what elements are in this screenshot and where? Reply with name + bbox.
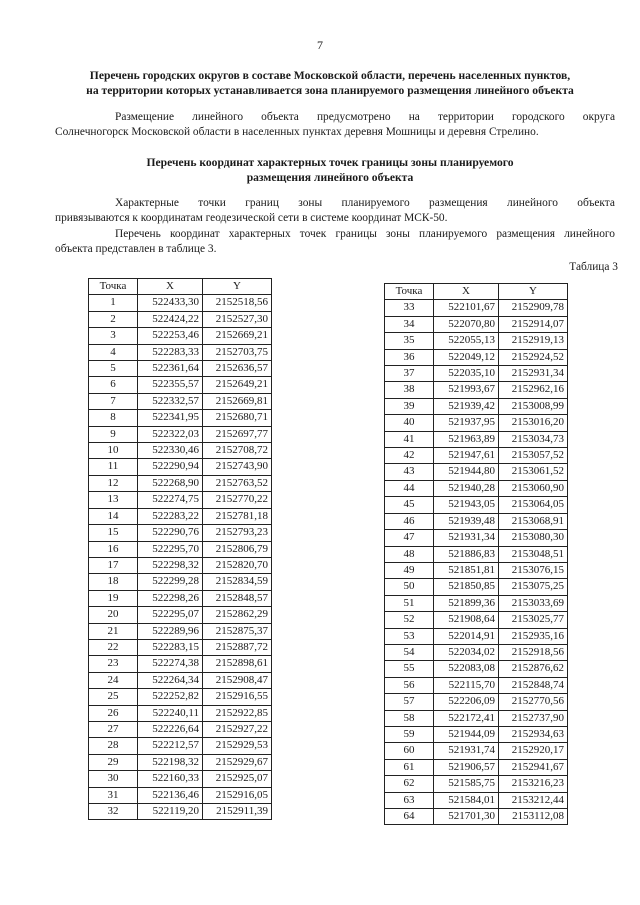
cell-x: 522433,30	[138, 295, 203, 311]
table-row	[89, 525, 272, 541]
cell-x: 522322,03	[138, 426, 203, 442]
table-row	[385, 349, 568, 365]
cell-point: 5	[89, 361, 138, 377]
table-row	[89, 689, 272, 705]
cell-y: 2152887,72	[203, 639, 272, 655]
cell-point: 18	[89, 574, 138, 590]
cell-y: 2153025,77	[499, 612, 568, 628]
cell-y: 2152708,72	[203, 443, 272, 459]
table-row	[385, 513, 568, 529]
cell-point: 36	[385, 349, 434, 365]
cell-x: 521963,89	[434, 431, 499, 447]
cell-y: 2152697,77	[203, 426, 272, 442]
table-row	[89, 705, 272, 721]
paragraph-table-ref	[55, 227, 615, 257]
cell-y: 2152927,22	[203, 721, 272, 737]
cell-point: 19	[89, 590, 138, 606]
coordinates-table-left	[88, 278, 272, 820]
cell-point: 30	[89, 771, 138, 787]
table-row	[385, 776, 568, 792]
cell-x: 522070,80	[434, 316, 499, 332]
cell-y: 2152649,21	[203, 377, 272, 393]
cell-y: 2152918,56	[499, 644, 568, 660]
cell-y: 2153033,69	[499, 595, 568, 611]
cell-y: 2153076,15	[499, 562, 568, 578]
cell-point: 16	[89, 541, 138, 557]
cell-x: 522034,02	[434, 644, 499, 660]
cell-point: 39	[385, 398, 434, 414]
cell-y: 2152793,23	[203, 525, 272, 541]
cell-point: 53	[385, 628, 434, 644]
table-row	[385, 300, 568, 316]
table-row	[385, 415, 568, 431]
cell-x: 521947,61	[434, 448, 499, 464]
cell-y: 2152848,57	[203, 590, 272, 606]
cell-point: 37	[385, 366, 434, 382]
cell-point: 46	[385, 513, 434, 529]
cell-y: 2152834,59	[203, 574, 272, 590]
cell-y: 2152935,16	[499, 628, 568, 644]
cell-point: 56	[385, 677, 434, 693]
table-row	[385, 612, 568, 628]
cell-y: 2152916,05	[203, 787, 272, 803]
cell-y: 2152919,13	[499, 333, 568, 349]
table-row	[385, 382, 568, 398]
table-caption: Таблица 3	[569, 261, 618, 273]
table-row	[89, 475, 272, 491]
cell-y: 2152929,53	[203, 738, 272, 754]
cell-x: 521937,95	[434, 415, 499, 431]
cell-point: 33	[385, 300, 434, 316]
table-row	[385, 333, 568, 349]
table-row	[89, 459, 272, 475]
cell-x: 522298,26	[138, 590, 203, 606]
paragraph-table-ref-line2: объекта представлен в таблице 3.	[55, 243, 217, 255]
cell-y: 2152925,07	[203, 771, 272, 787]
cell-x: 522341,95	[138, 410, 203, 426]
table-header-row	[385, 284, 568, 300]
cell-x: 521584,01	[434, 792, 499, 808]
cell-point: 35	[385, 333, 434, 349]
cell-y: 2152680,71	[203, 410, 272, 426]
cell-x: 521944,80	[434, 464, 499, 480]
cell-point: 15	[89, 525, 138, 541]
cell-x: 521940,28	[434, 480, 499, 496]
heading-coordinates	[40, 155, 620, 185]
cell-x: 521585,75	[434, 776, 499, 792]
cell-y: 2152941,67	[499, 759, 568, 775]
cell-x: 522206,09	[434, 694, 499, 710]
cell-x: 522136,46	[138, 787, 203, 803]
cell-x: 521906,57	[434, 759, 499, 775]
paragraph-placement-line1: Размещение линейного объекта предусмотрено на территории городского округа	[115, 111, 615, 123]
cell-y: 2153064,05	[499, 497, 568, 513]
heading-districts-line2: на территории которых устанавливается зона планируемого размещения линейного объекта	[86, 84, 574, 97]
table-row	[89, 426, 272, 442]
cell-x: 521944,09	[434, 726, 499, 742]
table-row	[89, 541, 272, 557]
cell-x: 522283,15	[138, 639, 203, 655]
cell-x: 522049,12	[434, 349, 499, 365]
cell-point: 62	[385, 776, 434, 792]
cell-point: 50	[385, 579, 434, 595]
cell-point: 60	[385, 743, 434, 759]
cell-y: 2152920,17	[499, 743, 568, 759]
paragraph-placement-line2: Солнечногорск Московской области в населенных пунктах деревня Мошницы и деревня Стрелино.	[55, 126, 539, 138]
cell-point: 1	[89, 295, 138, 311]
cell-y: 2153061,52	[499, 464, 568, 480]
heading-districts	[40, 68, 620, 98]
cell-x: 521908,64	[434, 612, 499, 628]
cell-y: 2153060,90	[499, 480, 568, 496]
table-row	[89, 607, 272, 623]
cell-y: 2152914,07	[499, 316, 568, 332]
paragraph-points-line2: привязываются к координатам геодезической сети в системе координат МСК-50.	[55, 212, 448, 224]
table-row	[89, 393, 272, 409]
cell-y: 2153075,25	[499, 579, 568, 595]
cell-y: 2152848,74	[499, 677, 568, 693]
cell-y: 2152875,37	[203, 623, 272, 639]
table-row	[89, 295, 272, 311]
cell-point: 38	[385, 382, 434, 398]
cell-point: 27	[89, 721, 138, 737]
table-row	[89, 443, 272, 459]
cell-point: 59	[385, 726, 434, 742]
cell-y: 2153016,20	[499, 415, 568, 431]
cell-x: 521939,48	[434, 513, 499, 529]
paragraph-table-ref-line1: Перечень координат характерных точек границы зоны планируемого размещения линейного	[115, 228, 615, 240]
table-row	[385, 595, 568, 611]
cell-point: 6	[89, 377, 138, 393]
table-row	[385, 530, 568, 546]
cell-x: 522252,82	[138, 689, 203, 705]
cell-point: 44	[385, 480, 434, 496]
cell-point: 31	[89, 787, 138, 803]
cell-point: 55	[385, 661, 434, 677]
cell-y: 2153068,91	[499, 513, 568, 529]
cell-point: 42	[385, 448, 434, 464]
cell-point: 14	[89, 508, 138, 524]
cell-point: 47	[385, 530, 434, 546]
table-row	[385, 759, 568, 775]
cell-y: 2152929,67	[203, 754, 272, 770]
cell-y: 2152908,47	[203, 672, 272, 688]
paragraph-placement	[55, 110, 615, 140]
cell-x: 522283,33	[138, 344, 203, 360]
cell-x: 521993,67	[434, 382, 499, 398]
cell-point: 34	[385, 316, 434, 332]
cell-y: 2153112,08	[499, 809, 568, 825]
cell-y: 2152924,52	[499, 349, 568, 365]
cell-point: 10	[89, 443, 138, 459]
cell-point: 51	[385, 595, 434, 611]
table-row	[385, 431, 568, 447]
cell-x: 522290,94	[138, 459, 203, 475]
cell-x: 522361,64	[138, 361, 203, 377]
cell-point: 4	[89, 344, 138, 360]
cell-point: 12	[89, 475, 138, 491]
cell-y: 2152669,21	[203, 328, 272, 344]
cell-y: 2152518,56	[203, 295, 272, 311]
heading-coordinates-line1: Перечень координат характерных точек границы зоны планируемого	[146, 156, 514, 169]
table-row	[89, 492, 272, 508]
page-number: 7	[317, 38, 323, 52]
cell-x: 522274,38	[138, 656, 203, 672]
header-y: Y	[499, 284, 568, 300]
cell-x: 522274,75	[138, 492, 203, 508]
table-row	[385, 579, 568, 595]
cell-point: 52	[385, 612, 434, 628]
cell-y: 2152527,30	[203, 311, 272, 327]
cell-x: 522115,70	[434, 677, 499, 693]
table-header-row	[89, 279, 272, 295]
cell-point: 28	[89, 738, 138, 754]
cell-y: 2153057,52	[499, 448, 568, 464]
table-row	[385, 562, 568, 578]
cell-point: 2	[89, 311, 138, 327]
table-row	[89, 328, 272, 344]
cell-y: 2152862,29	[203, 607, 272, 623]
table-row	[385, 480, 568, 496]
cell-point: 63	[385, 792, 434, 808]
cell-y: 2152703,75	[203, 344, 272, 360]
cell-x: 522035,10	[434, 366, 499, 382]
table-row	[385, 448, 568, 464]
cell-x: 522289,96	[138, 623, 203, 639]
cell-x: 522212,57	[138, 738, 203, 754]
cell-y: 2152898,61	[203, 656, 272, 672]
paragraph-points-line1: Характерные точки границ зоны планируемого размещения линейного объекта	[115, 197, 615, 209]
cell-y: 2152962,16	[499, 382, 568, 398]
table-row	[385, 743, 568, 759]
cell-point: 41	[385, 431, 434, 447]
cell-x: 522226,64	[138, 721, 203, 737]
coordinates-table-right	[384, 283, 568, 825]
cell-x: 522290,76	[138, 525, 203, 541]
table-row	[89, 557, 272, 573]
cell-point: 43	[385, 464, 434, 480]
cell-x: 522160,33	[138, 771, 203, 787]
table-row	[385, 398, 568, 414]
cell-point: 23	[89, 656, 138, 672]
table-row	[385, 694, 568, 710]
table-row	[385, 464, 568, 480]
table-row	[89, 639, 272, 655]
cell-y: 2152806,79	[203, 541, 272, 557]
table-body-right	[385, 300, 568, 825]
cell-x: 522355,57	[138, 377, 203, 393]
cell-y: 2153216,23	[499, 776, 568, 792]
cell-point: 32	[89, 804, 138, 820]
cell-x: 522295,70	[138, 541, 203, 557]
cell-point: 22	[89, 639, 138, 655]
cell-y: 2152911,39	[203, 804, 272, 820]
cell-x: 522172,41	[434, 710, 499, 726]
cell-x: 522198,32	[138, 754, 203, 770]
table-row	[89, 738, 272, 754]
cell-y: 2152743,90	[203, 459, 272, 475]
cell-y: 2152931,34	[499, 366, 568, 382]
cell-x: 522424,22	[138, 311, 203, 327]
cell-x: 522253,46	[138, 328, 203, 344]
table-row	[89, 410, 272, 426]
table-row	[385, 546, 568, 562]
cell-y: 2152876,62	[499, 661, 568, 677]
cell-point: 13	[89, 492, 138, 508]
table-row	[89, 590, 272, 606]
cell-x: 522298,32	[138, 557, 203, 573]
header-x: X	[138, 279, 203, 295]
cell-y: 2153080,30	[499, 530, 568, 546]
paragraph-points	[55, 196, 615, 226]
cell-y: 2152763,52	[203, 475, 272, 491]
heading-districts-line1: Перечень городских округов в составе Московской области, перечень населенных пунктов,	[89, 69, 571, 82]
cell-y: 2153212,44	[499, 792, 568, 808]
table-row	[385, 710, 568, 726]
cell-y: 2153008,99	[499, 398, 568, 414]
cell-y: 2152737,90	[499, 710, 568, 726]
cell-x: 521886,83	[434, 546, 499, 562]
table-row	[385, 644, 568, 660]
table-row	[89, 656, 272, 672]
cell-x: 521851,81	[434, 562, 499, 578]
cell-x: 522264,34	[138, 672, 203, 688]
cell-point: 17	[89, 557, 138, 573]
cell-y: 2153048,51	[499, 546, 568, 562]
cell-point: 48	[385, 546, 434, 562]
cell-y: 2152770,22	[203, 492, 272, 508]
table-row	[385, 316, 568, 332]
table-row	[89, 574, 272, 590]
cell-x: 521931,34	[434, 530, 499, 546]
cell-x: 522083,08	[434, 661, 499, 677]
cell-point: 61	[385, 759, 434, 775]
cell-point: 40	[385, 415, 434, 431]
table-row	[89, 377, 272, 393]
cell-point: 9	[89, 426, 138, 442]
cell-x: 522014,91	[434, 628, 499, 644]
table-row	[385, 366, 568, 382]
cell-point: 11	[89, 459, 138, 475]
cell-x: 522268,90	[138, 475, 203, 491]
cell-point: 26	[89, 705, 138, 721]
cell-x: 522055,13	[434, 333, 499, 349]
table-row	[89, 754, 272, 770]
table-body-left	[89, 295, 272, 820]
cell-point: 49	[385, 562, 434, 578]
cell-point: 58	[385, 710, 434, 726]
table-row	[89, 771, 272, 787]
table-row	[385, 677, 568, 693]
table-row	[385, 792, 568, 808]
cell-x: 521943,05	[434, 497, 499, 513]
cell-point: 21	[89, 623, 138, 639]
table-row	[89, 508, 272, 524]
cell-x: 522119,20	[138, 804, 203, 820]
header-point: Точка	[385, 284, 434, 300]
header-point: Точка	[89, 279, 138, 295]
cell-point: 8	[89, 410, 138, 426]
cell-y: 2152770,56	[499, 694, 568, 710]
cell-y: 2152636,57	[203, 361, 272, 377]
table-row	[385, 809, 568, 825]
cell-x: 522295,07	[138, 607, 203, 623]
table-row	[385, 661, 568, 677]
cell-point: 20	[89, 607, 138, 623]
cell-x: 521931,74	[434, 743, 499, 759]
cell-y: 2152909,78	[499, 300, 568, 316]
cell-point: 64	[385, 809, 434, 825]
table-row	[89, 787, 272, 803]
table-row	[89, 672, 272, 688]
table-row	[89, 361, 272, 377]
cell-point: 45	[385, 497, 434, 513]
cell-x: 521701,30	[434, 809, 499, 825]
cell-y: 2152934,63	[499, 726, 568, 742]
cell-point: 57	[385, 694, 434, 710]
cell-point: 7	[89, 393, 138, 409]
header-y: Y	[203, 279, 272, 295]
cell-point: 24	[89, 672, 138, 688]
cell-y: 2152916,55	[203, 689, 272, 705]
cell-x: 522101,67	[434, 300, 499, 316]
cell-point: 54	[385, 644, 434, 660]
table-row	[89, 804, 272, 820]
cell-point: 3	[89, 328, 138, 344]
table-row	[385, 726, 568, 742]
cell-y: 2152820,70	[203, 557, 272, 573]
cell-y: 2152669,81	[203, 393, 272, 409]
cell-x: 522240,11	[138, 705, 203, 721]
cell-x: 522330,46	[138, 443, 203, 459]
cell-y: 2153034,73	[499, 431, 568, 447]
cell-x: 521850,85	[434, 579, 499, 595]
heading-coordinates-line2: размещения линейного объекта	[246, 171, 414, 184]
cell-point: 29	[89, 754, 138, 770]
cell-x: 522283,22	[138, 508, 203, 524]
cell-x: 522332,57	[138, 393, 203, 409]
cell-y: 2152781,18	[203, 508, 272, 524]
header-x: X	[434, 284, 499, 300]
table-row	[385, 628, 568, 644]
cell-x: 521899,36	[434, 595, 499, 611]
table-row	[89, 721, 272, 737]
cell-point: 25	[89, 689, 138, 705]
table-row	[89, 311, 272, 327]
table-row	[385, 497, 568, 513]
cell-y: 2152922,85	[203, 705, 272, 721]
table-row	[89, 344, 272, 360]
cell-x: 521939,42	[434, 398, 499, 414]
cell-x: 522299,28	[138, 574, 203, 590]
table-row	[89, 623, 272, 639]
